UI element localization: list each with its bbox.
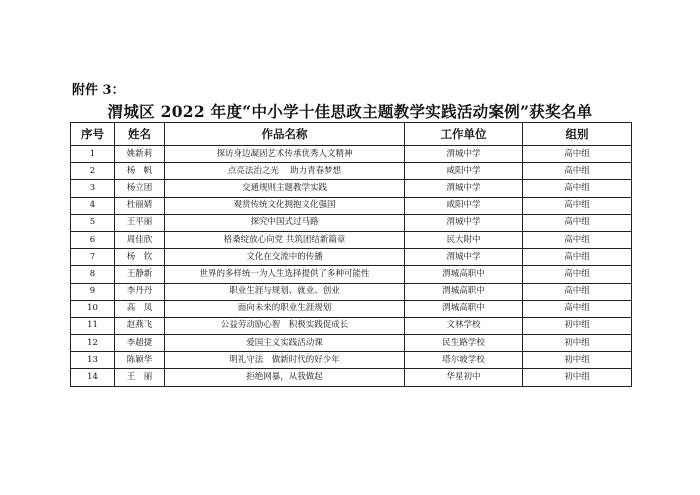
award-table — [70, 122, 632, 387]
header-cell-work-title: 作品名称 — [165, 123, 405, 146]
cell-work-title: 交通规则主题教学实践 — [165, 180, 405, 197]
cell-group: 高中组 — [523, 180, 632, 197]
cell-name: 王 丽 — [115, 369, 165, 386]
table-body — [71, 146, 632, 387]
table-row — [71, 231, 632, 248]
cell-work-unit: 渭城高职中 — [405, 266, 523, 283]
cell-number: 4 — [71, 197, 115, 214]
table-row — [71, 335, 632, 352]
table-row — [71, 300, 632, 317]
table-header-row — [71, 123, 632, 146]
cell-group: 初中组 — [523, 369, 632, 386]
cell-number: 3 — [71, 180, 115, 197]
cell-work-unit: 民生路学校 — [405, 335, 523, 352]
cell-work-title: 拒绝网暴，从我做起 — [165, 369, 405, 386]
cell-group: 高中组 — [523, 249, 632, 266]
cell-group: 高中组 — [523, 146, 632, 163]
cell-group: 高中组 — [523, 197, 632, 214]
cell-group: 高中组 — [523, 163, 632, 180]
header-cell-work-unit: 工作单位 — [405, 123, 523, 146]
cell-work-title: 明礼守法 做新时代的好少年 — [165, 352, 405, 369]
cell-work-unit: 华星初中 — [405, 369, 523, 386]
cell-work-unit: 渭城中学 — [405, 146, 523, 163]
header-cell-name: 姓名 — [115, 123, 165, 146]
table-row — [71, 249, 632, 266]
cell-name: 高 凤 — [115, 300, 165, 317]
cell-number: 13 — [71, 352, 115, 369]
cell-number: 11 — [71, 317, 115, 334]
cell-group: 初中组 — [523, 352, 632, 369]
cell-number: 9 — [71, 283, 115, 300]
cell-number: 2 — [71, 163, 115, 180]
cell-group: 高中组 — [523, 300, 632, 317]
cell-number: 1 — [71, 146, 115, 163]
cell-name: 陈颖华 — [115, 352, 165, 369]
cell-work-unit: 咸阳中学 — [405, 163, 523, 180]
cell-group: 初中组 — [523, 335, 632, 352]
cell-number: 7 — [71, 249, 115, 266]
cell-number: 8 — [71, 266, 115, 283]
cell-group: 高中组 — [523, 214, 632, 231]
cell-name: 王平丽 — [115, 214, 165, 231]
document-title: 渭城区 2022 年度“中小学十佳思政主题教学实践活动案例”获奖名单 — [107, 102, 593, 121]
cell-group: 初中组 — [523, 317, 632, 334]
cell-work-unit: 渭城中学 — [405, 249, 523, 266]
cell-name: 李超捷 — [115, 335, 165, 352]
cell-work-title: 面向未来的职业生涯规划 — [165, 300, 405, 317]
cell-name: 王静新 — [115, 266, 165, 283]
cell-number: 14 — [71, 369, 115, 386]
table-row — [71, 352, 632, 369]
table-row — [71, 214, 632, 231]
cell-work-unit: 渭城中学 — [405, 214, 523, 231]
cell-work-title: 探究中国式过马路 — [165, 214, 405, 231]
cell-work-title: 爱国主义实践活动课 — [165, 335, 405, 352]
table-row — [71, 317, 632, 334]
header-cell-group: 组别 — [523, 123, 632, 146]
cell-name: 姚新莉 — [115, 146, 165, 163]
cell-work-unit: 渭城高职中 — [405, 300, 523, 317]
cell-name: 赵燕飞 — [115, 317, 165, 334]
table-row — [71, 180, 632, 197]
cell-work-title: 公益劳动励心智 积极实践促成长 — [165, 317, 405, 334]
cell-work-title: 文化在交流中的传播 — [165, 249, 405, 266]
cell-work-unit: 民大附中 — [405, 231, 523, 248]
cell-number: 12 — [71, 335, 115, 352]
cell-work-unit: 渭城中学 — [405, 180, 523, 197]
header-cell-number: 序号 — [71, 123, 115, 146]
cell-work-unit: 咸阳中学 — [405, 197, 523, 214]
cell-name: 周佳欣 — [115, 231, 165, 248]
cell-work-title: 点亮法治之光 助力青春梦想 — [165, 163, 405, 180]
cell-work-title: 世界的多样统一为人生选择提供了多种可能性 — [165, 266, 405, 283]
cell-work-title: 格桑绽放心向党 共筑团结新篇章 — [165, 231, 405, 248]
cell-work-title: 探访身边凝固艺术传承优秀人文精神 — [165, 146, 405, 163]
cell-group: 高中组 — [523, 283, 632, 300]
cell-name: 杨立团 — [115, 180, 165, 197]
cell-name: 李丹丹 — [115, 283, 165, 300]
attachment-label: 附件 3： — [72, 83, 125, 98]
cell-number: 5 — [71, 214, 115, 231]
cell-work-title: 职业生涯与规划、就业、创业 — [165, 283, 405, 300]
cell-group: 高中组 — [523, 231, 632, 248]
cell-name: 杜丽婧 — [115, 197, 165, 214]
table-row — [71, 369, 632, 386]
cell-number: 6 — [71, 231, 115, 248]
table-row — [71, 283, 632, 300]
cell-work-unit: 渭城高职中 — [405, 283, 523, 300]
cell-work-title: 观赏传统文化拥抱文化强国 — [165, 197, 405, 214]
cell-name: 杨 帆 — [115, 163, 165, 180]
cell-group: 高中组 — [523, 266, 632, 283]
cell-work-unit: 文林学校 — [405, 317, 523, 334]
cell-number: 10 — [71, 300, 115, 317]
table-row — [71, 163, 632, 180]
cell-name: 杨 钦 — [115, 249, 165, 266]
cell-work-unit: 塔尔坡学校 — [405, 352, 523, 369]
table-row — [71, 266, 632, 283]
table-row — [71, 197, 632, 214]
table-row — [71, 146, 632, 163]
